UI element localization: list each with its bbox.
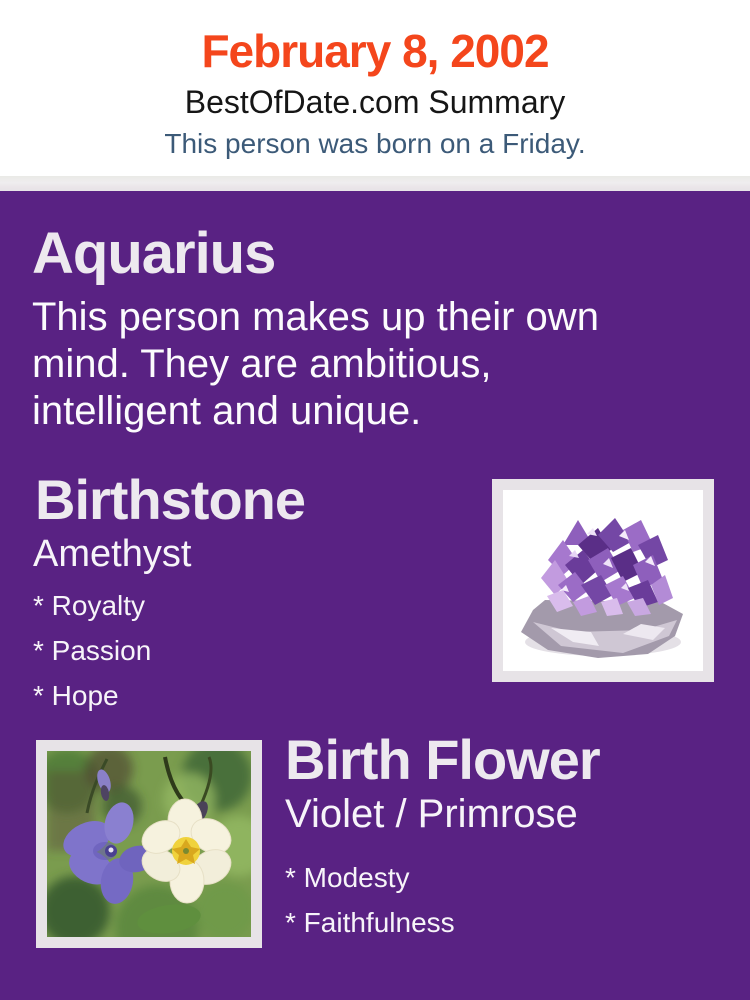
birth-flower-heading: Birth Flower xyxy=(285,728,600,791)
born-day-note: This person was born on a Friday. xyxy=(164,128,586,159)
violet-primrose-image xyxy=(36,740,262,948)
zodiac-sign-heading: Aquarius xyxy=(32,221,276,286)
birth-flower-name: Violet / Primrose xyxy=(285,792,578,836)
birth-flower-trait: * Faithfulness xyxy=(285,907,455,938)
violet-primrose-illustration xyxy=(47,751,251,937)
page-header xyxy=(0,0,750,176)
amethyst-image xyxy=(492,479,714,682)
birthstone-heading: Birthstone xyxy=(35,468,305,531)
header-divider xyxy=(0,176,750,191)
birthstone-trait: * Hope xyxy=(33,680,119,711)
site-summary-subtitle: BestOfDate.com Summary xyxy=(184,84,566,120)
zodiac-description: This person makes up their own mind. They are ambitious, intelligent and unique. xyxy=(32,295,599,433)
birthstone-trait-list xyxy=(33,583,151,718)
birth-flower-trait: * Modesty xyxy=(285,862,410,893)
date-title: February 8, 2002 xyxy=(201,25,549,77)
birthstone-name: Amethyst xyxy=(33,533,192,575)
birth-flower-trait-list xyxy=(285,855,455,945)
amethyst-crystal-illustration xyxy=(503,490,703,671)
birthstone-trait: * Passion xyxy=(33,635,152,666)
main-content xyxy=(0,191,750,1000)
birthstone-trait: * Royalty xyxy=(33,590,146,621)
